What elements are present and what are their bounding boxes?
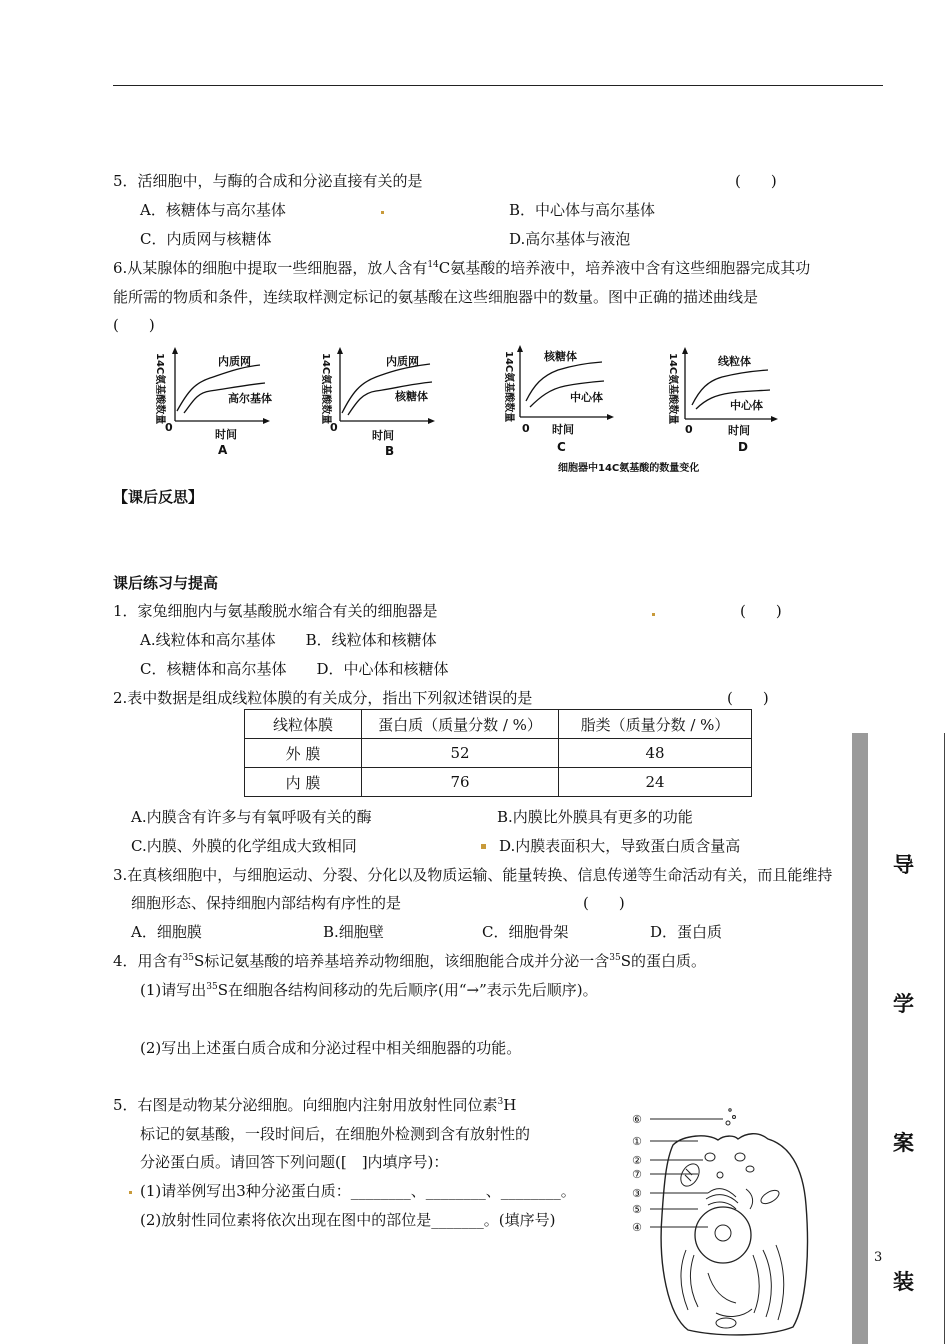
panel-c-origin: 0 [522, 422, 530, 435]
panel-a-origin: 0 [165, 421, 173, 434]
page-number: 3 [874, 1250, 883, 1265]
panel-b-letter: B [385, 444, 395, 458]
p1-options-ab: A.线粒体和高尔基体 B．线粒体和核糖体 [140, 631, 437, 649]
panel-c-upper-label: 核糖体 [544, 350, 577, 363]
table-cell: 内 膜 [245, 768, 362, 797]
p2-option-b: B.内膜比外膜具有更多的功能 [497, 808, 693, 826]
speck [129, 1191, 132, 1194]
cell-label-5: ⑤ [632, 1203, 642, 1216]
cell-label-3: ③ [632, 1187, 642, 1200]
p1-stem: 1．家兔细胞内与氨基酸脱水缩合有关的细胞器是 [113, 602, 438, 620]
p1-options-cd: C．核糖体和高尔基体 D．中心体和核糖体 [140, 660, 449, 678]
cell-label-4: ④ [632, 1221, 642, 1234]
p4-sub2: (2)写出上述蛋白质合成和分泌过程中相关细胞器的功能。 [140, 1039, 522, 1057]
panel-d-ylabel: 14C氨基酸数量 [667, 353, 678, 425]
q5-option-b: B．中心体与高尔基体 [509, 201, 656, 219]
q5-option-a: A．核糖体与高尔基体 [140, 201, 286, 219]
panel-b-ylabel: 14C氨基酸数量 [320, 353, 331, 425]
cell-label-7: ⑦ [632, 1168, 642, 1181]
q6-answer-paren: ( ) [113, 316, 155, 334]
chart-panel-c [503, 345, 614, 454]
panel-c-letter: C [557, 440, 566, 454]
p2-option-c: C.内膜、外膜的化学组成大致相同 [131, 837, 357, 855]
binding-margin-line [944, 733, 945, 1344]
panel-b-upper-label: 内质网 [386, 355, 419, 368]
chart-panel-a [154, 347, 272, 457]
panel-a-upper-label: 内质网 [218, 355, 251, 368]
sidebar-char: 案 [893, 1131, 914, 1155]
panel-b-lower-label: 核糖体 [395, 390, 428, 403]
q5-stem: 5．活细胞中，与酶的合成和分泌直接有关的是 [113, 172, 423, 190]
table-cell: 52 [362, 739, 559, 768]
q5-answer-paren: ( ) [735, 172, 777, 190]
panel-d-origin: 0 [685, 423, 693, 436]
speck [652, 613, 655, 616]
table-header-row [245, 710, 752, 739]
p5-line1: 5．右图是动物某分泌细胞。向细胞内注射用放射性同位素$^3$H [113, 1096, 517, 1114]
panel-d-letter: D [738, 440, 748, 454]
curve-figure [140, 343, 800, 478]
table-cell: 48 [559, 739, 752, 768]
sidebar-char: 装 [893, 1270, 914, 1294]
panel-d-lower-label: 中心体 [730, 399, 763, 412]
cell-label-2: ② [632, 1154, 642, 1167]
p3-option-a: A．细胞膜 [131, 923, 202, 941]
p1-answer-paren: ( ) [740, 602, 782, 620]
p4-sub1: (1)请写出$^{35}$S在细胞各结构间移动的先后顺序(用“→”表示先后顺序)。 [140, 981, 598, 999]
practice-heading: 课后练习与提高 [113, 574, 219, 592]
cell-label-1: ① [632, 1135, 642, 1148]
secretory-cell-diagram [628, 1105, 843, 1340]
p5-sub1: (1)请举例写出3种分泌蛋白质：________、________、________。 [140, 1182, 576, 1200]
speck [481, 844, 486, 849]
membrane-table [244, 709, 752, 797]
p5-line3: 分泌蛋白质。请回答下列问题([ ]内填序号)： [140, 1153, 449, 1171]
cell-label-6: ⑥ [632, 1113, 642, 1126]
chart-panel-b [320, 347, 435, 458]
binding-margin-bar [852, 733, 868, 1344]
p2-option-a: A.内膜含有许多与有氧呼吸有关的酶 [131, 808, 372, 826]
p4-stem: 4．用含有$^{35}$S标记氨基酸的培养基培养动物细胞，该细胞能合成并分泌一含$^{35}$S的蛋白质。 [113, 952, 707, 970]
table-row [245, 768, 752, 797]
p3-option-c: C．细胞骨架 [482, 923, 569, 941]
p2-option-d: D.内膜表面积大，导致蛋白质含量高 [499, 837, 741, 855]
panel-a-letter: A [218, 443, 228, 457]
p5-line2: 标记的氨基酸，一段时间后，在细胞外检测到含有放射性的 [140, 1125, 531, 1143]
panel-a-xlabel: 时间 [215, 428, 237, 441]
table-cell: 24 [559, 768, 752, 797]
table-header: 线粒体膜 [245, 710, 362, 739]
header-rule [113, 85, 883, 86]
p2-answer-paren: ( ) [727, 689, 769, 707]
sidebar-char: 导 [893, 853, 914, 877]
sidebar-char: 学 [893, 992, 914, 1016]
panel-c-ylabel: 14C氨基酸数量 [503, 351, 514, 423]
p5-sub2: (2)放射性同位素将依次出现在图中的部位是_______。(填序号) [140, 1211, 556, 1229]
q6-line1: 6.从某腺体的细胞中提取一些细胞器，放人含有$^{14}$C氨基酸的培养液中，培养液中含有这些细胞器完成其功 [113, 259, 811, 277]
panel-a-ylabel: 14C氨基酸数量 [154, 353, 165, 425]
p2-stem: 2.表中数据是组成线粒体膜的有关成分，指出下列叙述错误的是 [113, 689, 533, 707]
table-row [245, 739, 752, 768]
p3-answer-paren: ( ) [583, 894, 625, 912]
p3-line2: 细胞形态、保持细胞内部结构有序性的是 [131, 894, 402, 912]
figure-caption: 细胞器中14C氨基酸的数量变化 [558, 463, 700, 474]
p3-option-b: B.细胞壁 [323, 923, 384, 941]
reflection-heading: 【课后反思】 [113, 488, 204, 506]
table-cell: 76 [362, 768, 559, 797]
panel-d-upper-label: 线粒体 [718, 355, 751, 368]
q6-line2: 能所需的物质和条件，连续取样测定标记的氨基酸在这些细胞器中的数量。图中正确的描述曲线是 [113, 288, 759, 306]
panel-b-origin: 0 [330, 421, 338, 434]
q5-option-d: D.高尔基体与液泡 [509, 230, 631, 248]
table-header: 蛋白质（质量分数 / %） [362, 710, 559, 739]
p3-line1: 3.在真核细胞中，与细胞运动、分裂、分化以及物质运输、能量转换、信息传递等生命活动有关，而且能维持 [113, 866, 833, 884]
speck [381, 211, 384, 214]
panel-a-lower-label: 高尔基体 [228, 392, 272, 405]
q5-option-c: C．内质网与核糖体 [140, 230, 272, 248]
p3-option-d: D．蛋白质 [650, 923, 723, 941]
panel-d-xlabel: 时间 [728, 424, 750, 437]
chart-panel-d [667, 347, 778, 454]
panel-c-lower-label: 中心体 [570, 391, 603, 404]
panel-b-xlabel: 时间 [372, 429, 394, 442]
table-header: 脂类（质量分数 / %） [559, 710, 752, 739]
panel-c-xlabel: 时间 [552, 423, 574, 436]
table-cell: 外 膜 [245, 739, 362, 768]
